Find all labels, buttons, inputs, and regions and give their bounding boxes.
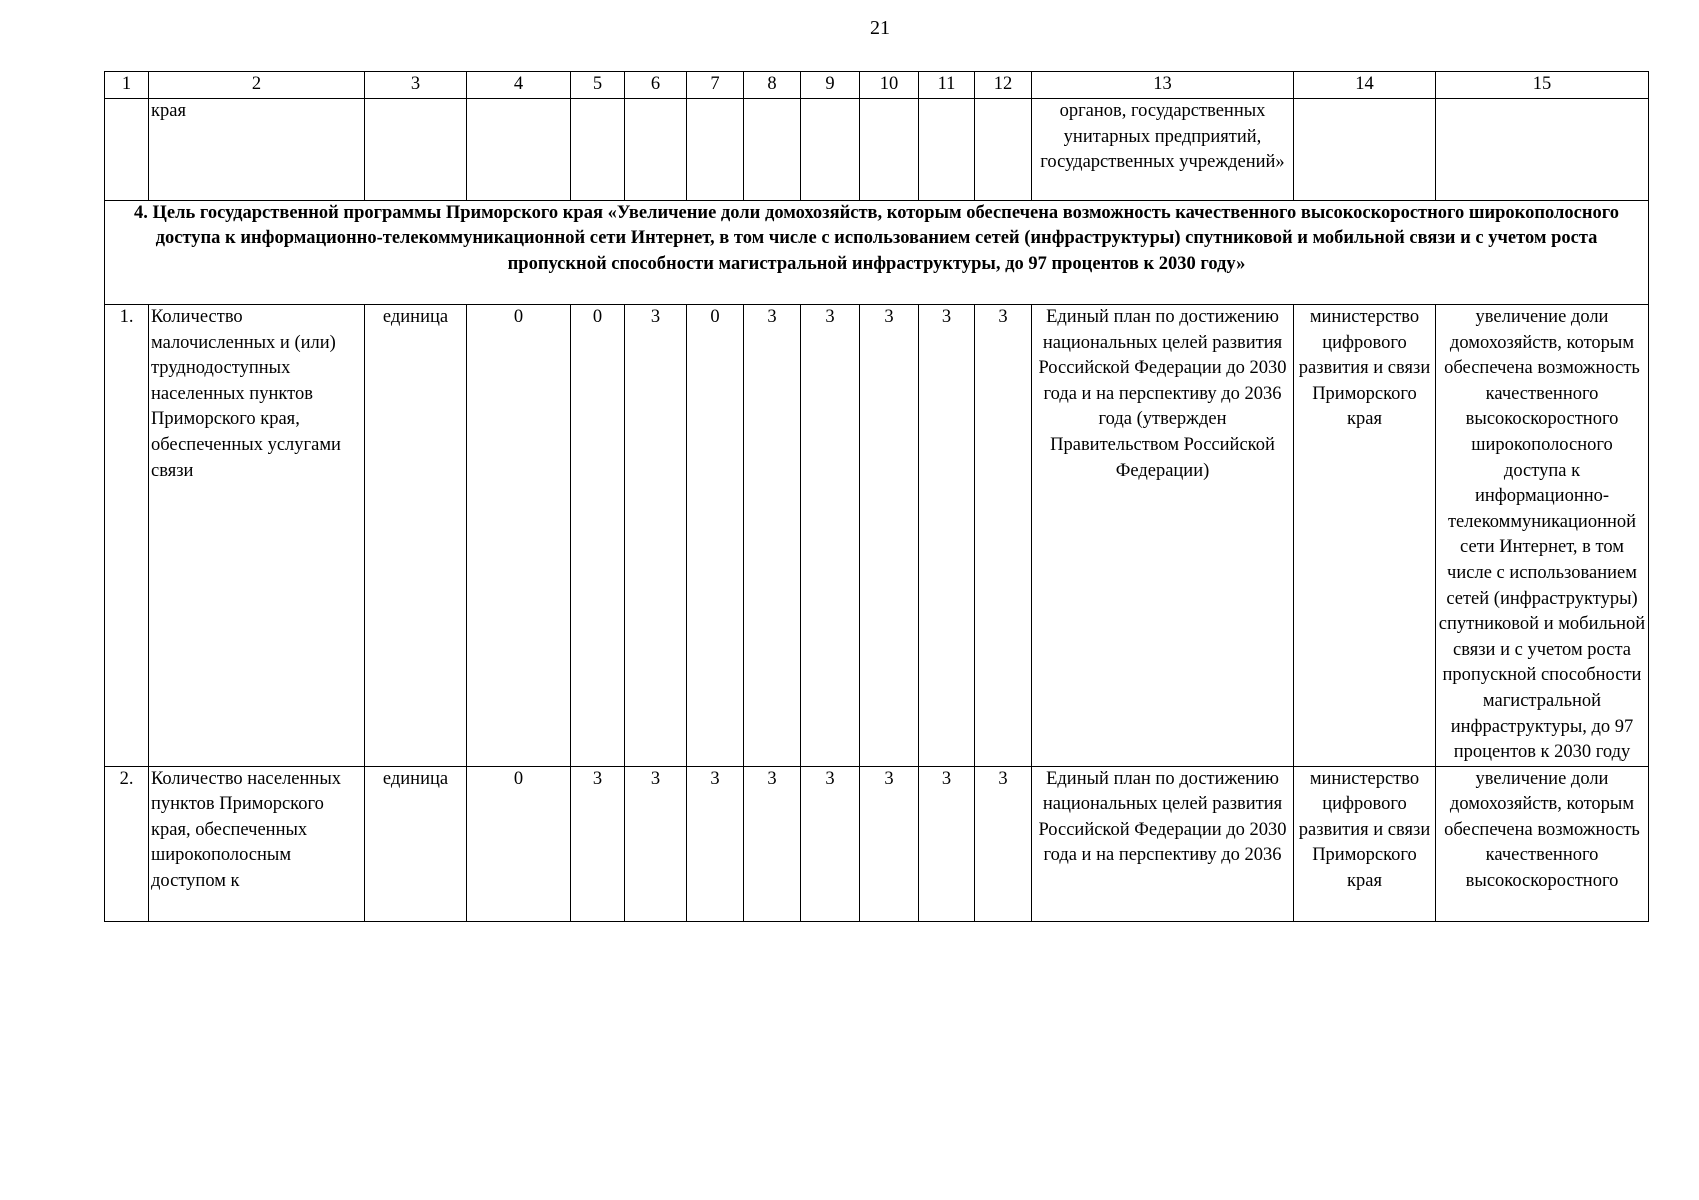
column-number: 3 <box>365 72 467 99</box>
unit: единица <box>365 766 467 921</box>
continuation-row <box>105 99 1649 201</box>
value-cell: 3 <box>975 305 1032 767</box>
column-number: 11 <box>919 72 975 99</box>
indicators-table <box>104 71 1649 922</box>
column-number: 10 <box>860 72 919 99</box>
page-number: 21 <box>870 17 890 39</box>
value-cell: 0 <box>571 305 625 767</box>
column-number: 1 <box>105 72 149 99</box>
column-number: 7 <box>687 72 744 99</box>
value-cell: 0 <box>467 305 571 767</box>
unit: единица <box>365 305 467 767</box>
continuation-indicator-text: края <box>149 99 365 201</box>
column-number: 2 <box>149 72 365 99</box>
column-number: 9 <box>801 72 860 99</box>
column-number: 12 <box>975 72 1032 99</box>
indicator-name: Количество населенных пунктов Приморского края, обеспеченных широкополосным доступом к <box>149 766 365 921</box>
value-cell: 3 <box>625 305 687 767</box>
value-cell: 3 <box>919 766 975 921</box>
continuation-document-text: органов, государственных унитарных предприятий, государственных учреждений» <box>1032 99 1294 201</box>
value-cell: 3 <box>919 305 975 767</box>
responsible-body: министерство цифрового развития и связи Приморского края <box>1294 766 1436 921</box>
source-document: Единый план по достижению национальных целей развития Российской Федерации до 2030 года и на перспективу до 2036 года (утвержден Правительством Российской Федерации) <box>1032 305 1294 767</box>
column-number: 8 <box>744 72 801 99</box>
row-number: 1. <box>105 305 149 767</box>
table-row <box>105 766 1649 921</box>
expected-result: увеличение доли домохозяйств, которым обеспечена возможность качественного высокоскоростного <box>1436 766 1649 921</box>
responsible-body: министерство цифрового развития и связи Приморского края <box>1294 305 1436 767</box>
value-cell: 3 <box>860 305 919 767</box>
expected-result: увеличение доли домохозяйств, которым обеспечена возможность качественного высокоскоростного широкополосного доступа к информационно-телекоммуникационной сети Интернет, в том числе с использованием сетей (инфраструктуры) спутниковой и мобильной связи и с учетом роста пропускной способности магистральной инфраструктуры, до 97 процентов к 2030 году <box>1436 305 1649 767</box>
column-number: 15 <box>1436 72 1649 99</box>
column-number-row <box>105 72 1649 99</box>
value-cell: 3 <box>975 766 1032 921</box>
value-cell: 3 <box>571 766 625 921</box>
column-number: 14 <box>1294 72 1436 99</box>
value-cell: 0 <box>467 766 571 921</box>
row-number: 2. <box>105 766 149 921</box>
indicator-name: Количество малочисленных и (или) труднодоступных населенных пунктов Приморского края, обеспеченных услугами связи <box>149 305 365 767</box>
value-cell: 3 <box>860 766 919 921</box>
value-cell: 3 <box>744 305 801 767</box>
column-number: 5 <box>571 72 625 99</box>
table-row <box>105 305 1649 767</box>
column-number: 4 <box>467 72 571 99</box>
column-number: 6 <box>625 72 687 99</box>
value-cell: 3 <box>801 766 860 921</box>
source-document: Единый план по достижению национальных целей развития Российской Федерации до 2030 года и на перспективу до 2036 <box>1032 766 1294 921</box>
goal-section-title: 4. Цель государственной программы Приморского края «Увеличение доли домохозяйств, которым обеспечена возможность качественного высокоскоростного широкополосного доступа к информационно-телекоммуникационной сети Интернет, в том числе с использованием сетей (инфраструктуры) спутниковой и мобильной связи и с учетом роста пропускной способности магистральной инфраструктуры, до 97 процентов к 2030 году» <box>105 201 1649 305</box>
value-cell: 3 <box>744 766 801 921</box>
value-cell: 0 <box>687 305 744 767</box>
goal-section-row <box>105 201 1649 305</box>
column-number: 13 <box>1032 72 1294 99</box>
value-cell: 3 <box>801 305 860 767</box>
value-cell: 3 <box>625 766 687 921</box>
value-cell: 3 <box>687 766 744 921</box>
